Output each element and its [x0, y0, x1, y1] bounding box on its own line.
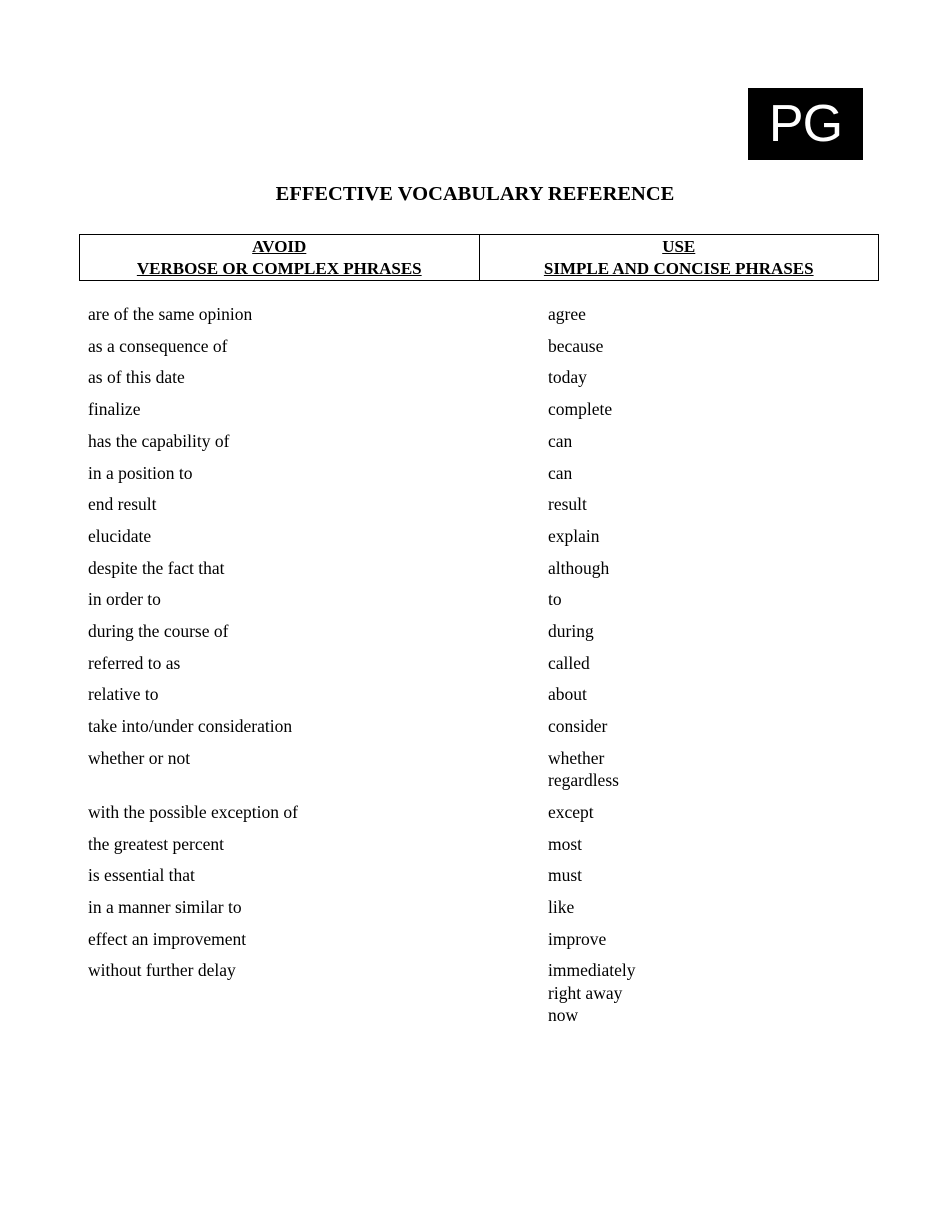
- use-phrase: during: [548, 621, 594, 642]
- use-phrase: improve: [548, 928, 607, 949]
- phrase-row: [88, 493, 868, 515]
- page-title: EFFECTIVE VOCABULARY REFERENCE: [275, 183, 675, 205]
- table-header: [79, 234, 879, 281]
- use-phrase: like: [548, 897, 575, 918]
- use-phrases: [548, 747, 619, 792]
- phrase-row: [88, 683, 868, 705]
- use-header-line2: SIMPLE AND CONCISE PHRASES: [543, 258, 814, 278]
- avoid-phrase: without further delay: [88, 960, 236, 981]
- use-phrases: [548, 715, 607, 737]
- avoid-phrase: end result: [88, 494, 157, 515]
- phrase-row: [88, 398, 868, 420]
- avoid-phrase: the greatest percent: [88, 833, 225, 854]
- use-phrase: called: [548, 652, 590, 673]
- use-phrases: [548, 588, 562, 610]
- avoid-phrase: finalize: [88, 399, 141, 420]
- use-phrase: complete: [548, 399, 613, 420]
- use-phrase: because: [548, 335, 604, 356]
- use-phrase: although: [548, 557, 610, 578]
- avoid-phrase: in order to: [88, 589, 161, 610]
- avoid-column-header: [80, 235, 480, 280]
- use-phrase: immediately: [548, 960, 636, 981]
- phrase-row: [88, 747, 868, 792]
- avoid-header-line2: VERBOSE OR COMPLEX PHRASES: [136, 258, 422, 278]
- use-phrases: [548, 462, 572, 484]
- use-phrase: agree: [548, 304, 586, 324]
- use-phrases: [548, 398, 612, 420]
- phrase-row: [88, 864, 868, 886]
- use-phrases: [548, 864, 582, 886]
- use-column-header: [480, 235, 879, 280]
- avoid-phrase: despite the fact that: [88, 557, 225, 578]
- phrase-row: [88, 715, 868, 737]
- avoid-phrase: has the capability of: [88, 430, 230, 451]
- phrase-row: [88, 959, 868, 1026]
- phrase-row: [88, 525, 868, 547]
- use-phrase: result: [548, 494, 587, 515]
- use-phrases: [548, 303, 586, 325]
- use-phrases: [548, 525, 600, 547]
- use-phrases: [548, 430, 572, 452]
- avoid-phrase: relative to: [88, 684, 159, 705]
- use-phrase: whether: [548, 747, 605, 768]
- avoid-phrase: in a position to: [88, 462, 193, 483]
- avoid-phrase: during the course of: [88, 621, 229, 642]
- avoid-phrase: in a manner similar to: [88, 897, 242, 918]
- use-phrases: [548, 366, 587, 388]
- avoid-phrase: whether or not: [88, 747, 191, 768]
- phrase-row: [88, 801, 868, 823]
- use-phrase: regardless: [548, 770, 619, 791]
- use-phrase: most: [548, 833, 583, 854]
- pg-logo: PG: [748, 88, 863, 160]
- avoid-phrase: effect an improvement: [88, 928, 247, 949]
- avoid-phrase: is essential that: [88, 865, 195, 886]
- avoid-phrase: as of this date: [88, 367, 185, 388]
- phrase-row: [88, 652, 868, 674]
- phrase-row: [88, 366, 868, 388]
- use-phrases: [548, 335, 603, 357]
- use-phrases: [548, 683, 587, 705]
- use-phrases: [548, 896, 574, 918]
- phrase-row: [88, 303, 868, 325]
- use-phrase: consider: [548, 716, 608, 737]
- use-phrase: can: [548, 462, 573, 483]
- avoid-phrase: are of the same opinion: [88, 304, 253, 324]
- use-phrase: about: [548, 684, 587, 705]
- use-phrases: [548, 928, 606, 950]
- phrase-row: [88, 896, 868, 918]
- avoid-phrase: take into/under consideration: [88, 716, 293, 737]
- phrase-row: [88, 335, 868, 357]
- use-phrases: [548, 620, 594, 642]
- phrase-row: [88, 620, 868, 642]
- use-phrase: must: [548, 865, 583, 886]
- avoid-phrase: referred to as: [88, 652, 181, 673]
- use-phrases: [548, 833, 582, 855]
- avoid-phrase: elucidate: [88, 525, 152, 546]
- use-phrases: [548, 557, 609, 579]
- use-phrase: to: [548, 589, 562, 610]
- phrase-row: [88, 928, 868, 950]
- phrase-row: [88, 833, 868, 855]
- avoid-phrase: as a consequence of: [88, 335, 228, 356]
- use-phrase: explain: [548, 525, 600, 546]
- phrase-row: [88, 588, 868, 610]
- use-phrases: [548, 493, 587, 515]
- use-phrase: right away: [548, 982, 623, 1003]
- use-phrases: [548, 801, 594, 823]
- use-phrases: [548, 652, 590, 674]
- use-header-line1: USE: [662, 236, 696, 256]
- avoid-header-line1: AVOID: [252, 236, 307, 256]
- phrase-row: [88, 430, 868, 452]
- use-phrase: can: [548, 430, 573, 451]
- use-phrase: today: [548, 367, 587, 388]
- use-phrase: except: [548, 801, 594, 822]
- avoid-phrase: with the possible exception of: [88, 801, 298, 822]
- phrase-row: [88, 462, 868, 484]
- use-phrase: now: [548, 1005, 579, 1026]
- use-phrases: [548, 959, 635, 1026]
- phrase-list: [88, 303, 868, 1036]
- phrase-row: [88, 557, 868, 579]
